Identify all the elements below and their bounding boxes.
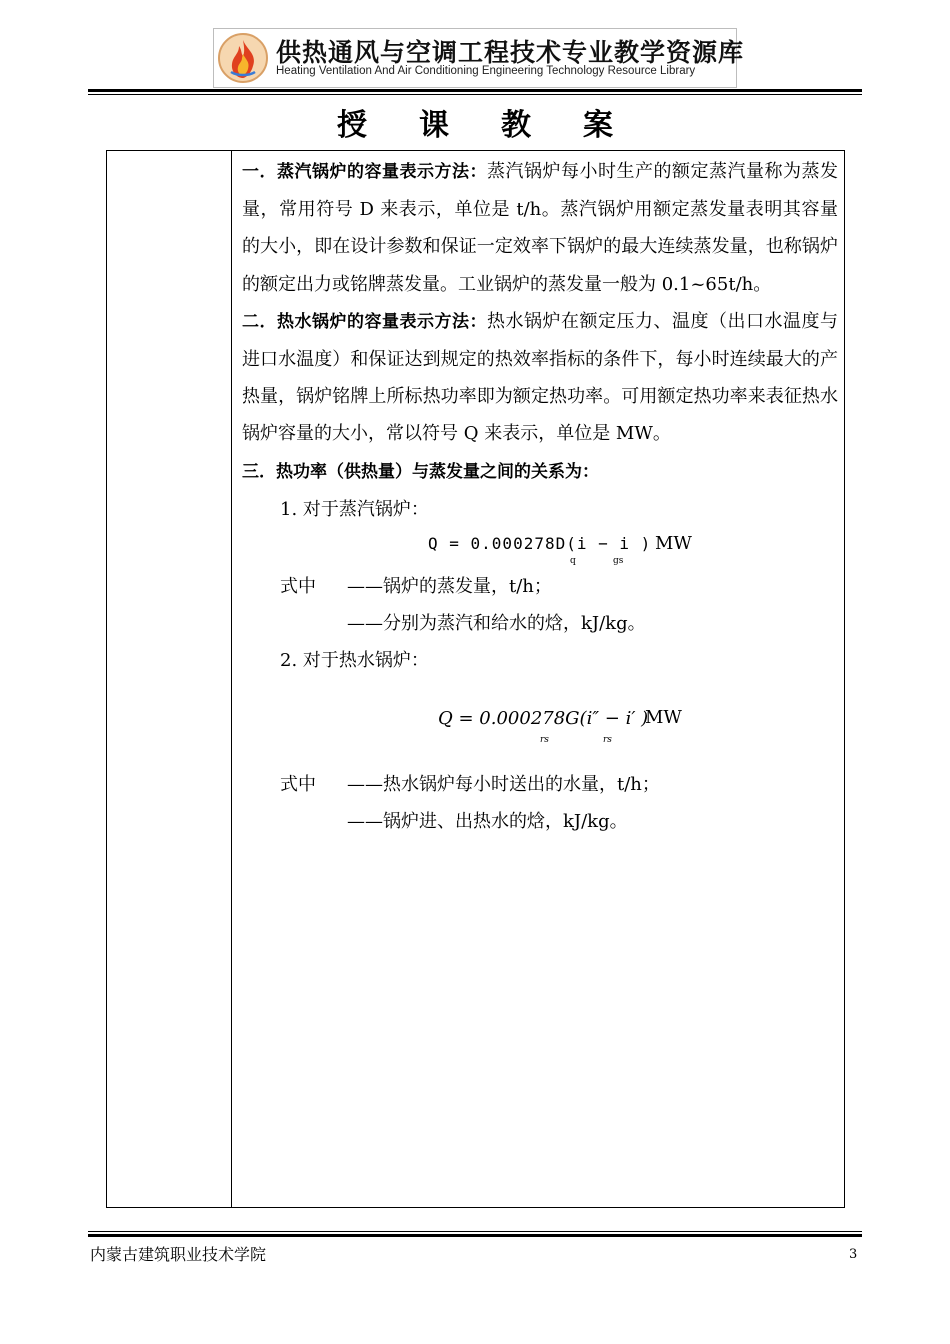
section-1 bbox=[242, 153, 838, 303]
item-2-def-1-text: ——热水锅炉每小时送出的水量，t/h； bbox=[347, 773, 660, 795]
page-title: 授课教案 bbox=[337, 108, 665, 143]
section-2-text: 热水锅炉在额定压力、温度（出口水温度与进口水温度）和保证达到规定的热效率指标的条件下，每小时连续最大的产热量，锅炉铭牌上所标热功率即为额定热功率。可用额定热功率来表征热水锅炉容量的大小，常以符号 Q 来表示，单位是 MW。 bbox=[242, 310, 838, 445]
formula-2-subscript-1: rs bbox=[540, 734, 549, 745]
item-1-definition-1 bbox=[242, 568, 838, 605]
footer-rule-thick bbox=[88, 1234, 862, 1237]
formula-2-unit: MW bbox=[645, 706, 682, 728]
page-number: 3 bbox=[849, 1247, 858, 1262]
item-1-heading: 1. 对于蒸汽锅炉： bbox=[280, 498, 429, 520]
formula-steam-boiler bbox=[242, 528, 838, 568]
formula-2-subscript-2: rs bbox=[603, 734, 612, 745]
item-1-definition-2: ——分别为蒸汽和给水的焓，kJ/kg。 bbox=[347, 613, 646, 635]
formula-1-subscript-1: q bbox=[570, 556, 576, 567]
formula-2-expression: Q = 0.000278G(i″ − i′ ) bbox=[438, 707, 649, 729]
formula-hot-water-boiler bbox=[242, 680, 838, 766]
header-rule-thin bbox=[88, 94, 862, 95]
formula-1-expression: Q = 0.000278D(i − i ) bbox=[428, 534, 652, 554]
section-2-title: 二．热水锅炉的容量表示方法： bbox=[242, 311, 487, 332]
banner-title-en: Heating Ventilation And Air Conditioning Engineering Technology Resource Library bbox=[276, 65, 696, 77]
item-2-definition-1 bbox=[242, 766, 838, 803]
section-2 bbox=[242, 303, 838, 453]
table-column-divider bbox=[231, 151, 232, 1207]
banner-title-cn: 供热通风与空调工程技术专业教学资源库 bbox=[276, 38, 745, 67]
header-banner bbox=[213, 28, 745, 88]
flame-logo-icon bbox=[217, 32, 269, 84]
lesson-table bbox=[106, 150, 845, 1208]
footer-rule-thin bbox=[88, 1231, 862, 1232]
section-3-title: 三．热功率（供热量）与蒸发量之间的关系为： bbox=[242, 461, 599, 482]
section-1-text: 蒸汽锅炉每小时生产的额定蒸汽量称为蒸发量，常用符号 D 来表示，单位是 t/h。蒸汽锅炉用额定蒸发量表明其容量的大小，即在设计参数和保证一定效率下锅炉的最大连续蒸发量，也称锅炉的额定出力或铭牌蒸发量。工业锅炉的蒸发量一般为 0.1~65t/h。 bbox=[242, 161, 838, 295]
footer-school-name: 内蒙古建筑职业技术学院 bbox=[90, 1245, 267, 1264]
formula-1-subscript-2: gs bbox=[613, 556, 624, 567]
item-2-heading: 2. 对于热水锅炉： bbox=[280, 650, 429, 672]
item-2-definition-2: ——锅炉进、出热水的焓，kJ/kg。 bbox=[347, 810, 628, 832]
where-label-2: 式中 bbox=[280, 773, 316, 795]
lesson-content bbox=[242, 153, 838, 840]
header-rule-thick bbox=[88, 89, 862, 92]
formula-1-unit: MW bbox=[655, 533, 692, 555]
item-1-def-1-text: ——锅炉的蒸发量，t/h； bbox=[347, 576, 552, 598]
section-3 bbox=[242, 453, 838, 491]
section-1-title: 一．蒸汽锅炉的容量表示方法： bbox=[242, 162, 487, 182]
where-label: 式中 bbox=[280, 576, 316, 598]
